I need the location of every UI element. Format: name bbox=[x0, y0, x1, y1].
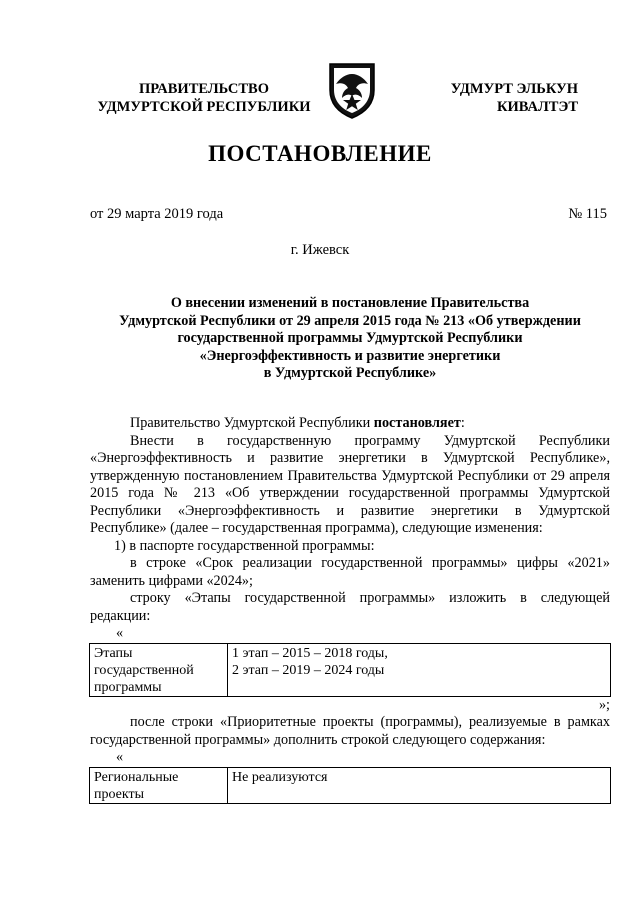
coat-of-arms-udmurtia-icon bbox=[326, 60, 378, 120]
intro-prefix: Правительство Удмуртской Республики bbox=[130, 415, 374, 431]
subject-line: «Энергоэффективность и развитие энергетики bbox=[199, 347, 501, 364]
paragraph-stages: строку «Этапы государственной программы» изложить в следующей редакции: bbox=[90, 590, 610, 624]
document-title: ПОСТАНОВЛЕНИЕ bbox=[208, 141, 432, 166]
document-date: от 29 марта 2019 года bbox=[90, 206, 224, 222]
table-cell-label: Этапы государственной программы bbox=[90, 643, 228, 696]
table-cell-line: 2 этап – 2019 – 2024 годы bbox=[232, 662, 385, 678]
document-subject bbox=[90, 295, 610, 383]
header-line: УДМУРТСКОЙ РЕСПУБЛИКИ bbox=[97, 99, 311, 115]
quote-open: « bbox=[116, 749, 124, 765]
intro-suffix: : bbox=[460, 415, 465, 431]
projects-table bbox=[89, 767, 611, 804]
quote-open: « bbox=[116, 625, 124, 641]
paragraph-term: в строке «Срок реализации государственной программы» цифры «2021» заменить цифрами «2024»; bbox=[90, 555, 610, 589]
intro-paragraph bbox=[90, 415, 610, 433]
paragraph-add-row: после строки «Приоритетные проекты (программы), реализуемые в рамках государственной программы» дополнить строкой следующего содержания: bbox=[90, 714, 610, 748]
header-line: УДМУРТ ЭЛЬКУН bbox=[450, 81, 578, 97]
table-cell-value bbox=[228, 643, 611, 696]
document-body bbox=[90, 415, 610, 804]
subject-line: Удмуртской Республики от 29 апреля 2015 года № 213 «Об утверждении bbox=[119, 312, 581, 329]
header-line: ПРАВИТЕЛЬСТВО bbox=[139, 81, 269, 97]
table-cell-line: 1 этап – 2015 – 2018 годы, bbox=[232, 645, 388, 661]
quote-close: »; bbox=[598, 696, 610, 713]
table-cell-label: Региональные проекты bbox=[90, 767, 228, 803]
table-row bbox=[90, 767, 611, 803]
subject-line: О внесении изменений в постановление Правительства bbox=[170, 295, 530, 311]
paragraph-amend: Внести в государственную программу Удмуртской Республики «Энергоэффективность и развитие энергетики в Удмуртской Республике», утвержденную постановлением Правительства Удмуртской Республики от 29 апреля 2015 года № 213 «Об утверждении государственной программы Удмуртской Республики «Энергоэффективность и развитие энергетики в Удмуртской Республике» (далее – государственная программа), следующие изменения: bbox=[90, 432, 610, 536]
document-city: г. Ижевск bbox=[290, 242, 350, 258]
header-government-ru bbox=[90, 80, 318, 116]
header-government-udm bbox=[428, 80, 578, 116]
header-line: КИВАЛТЭТ bbox=[496, 99, 578, 115]
subject-line: государственной программы Удмуртской Республики bbox=[177, 330, 523, 346]
intro-decree-word: постановляет bbox=[373, 415, 461, 431]
stages-table bbox=[89, 643, 611, 697]
table-cell-value: Не реализуются bbox=[228, 767, 611, 803]
list-item-1: 1) в паспорте государственной программы: bbox=[114, 537, 375, 554]
document-number: № 115 bbox=[568, 206, 607, 222]
table-row bbox=[90, 643, 611, 696]
subject-line: в Удмуртской Республике» bbox=[263, 365, 437, 381]
